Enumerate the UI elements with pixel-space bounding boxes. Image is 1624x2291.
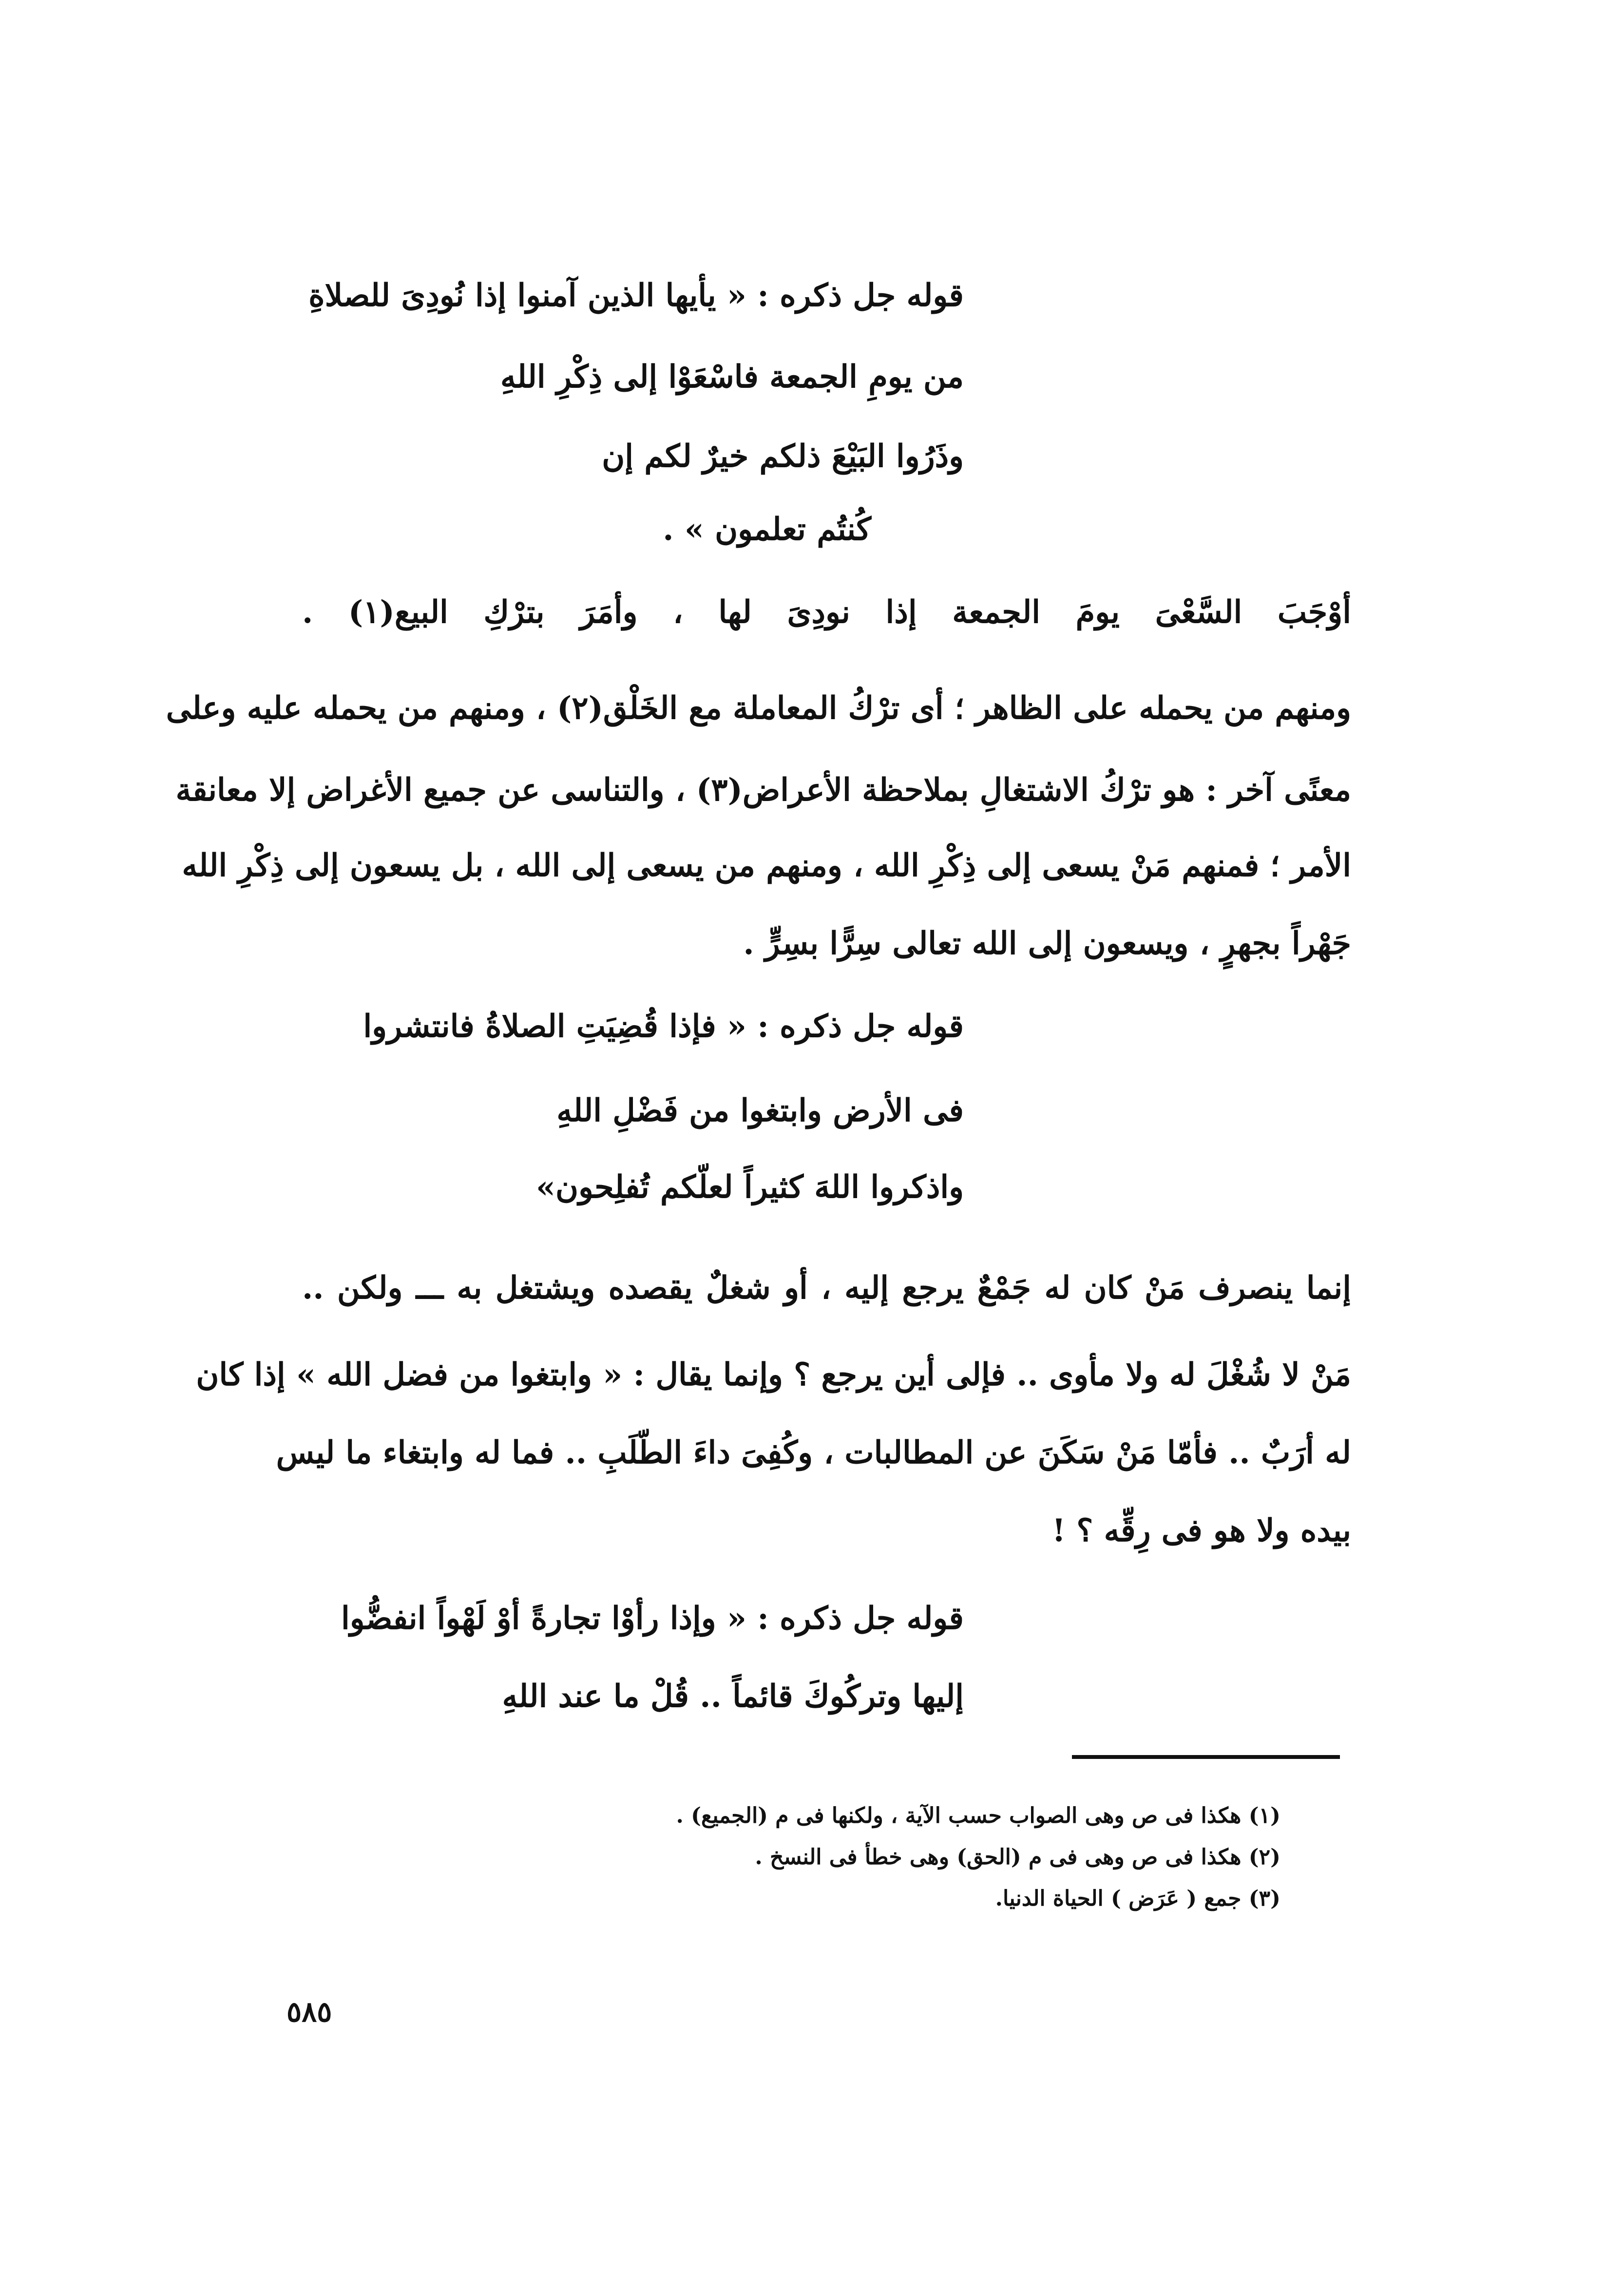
quote-line: كُنتُم تعلمون » . (663, 511, 871, 548)
body-line: أوْجَبَ السَّعْىَ يومَ الجمعة إذا نودِىَ لها ، وأمَرَ بترْكِ البيع(١) . (302, 594, 1352, 630)
footnote: (٢) هكذا فى ص وهى فى م (الحق) وهى خطأ فى النسخ . (755, 1845, 1280, 1870)
quote-line: فى الأرض وابتغوا من فَضْلِ اللهِ (556, 1092, 964, 1129)
quote-line: واذكروا اللهَ كثيراً لعلّكم تُفلِحون» (536, 1169, 964, 1205)
body-line: إنما ينصرف مَنْ كان له جَمْعٌ يرجع إليه ، أو شغلٌ يقصده ويشتغل به ـــ ولكن .. (302, 1270, 1351, 1306)
body-line: مَنْ لا شُغْلَ له ولا مأوى .. فإلى أين يرجع ؟ وإنما يقال : « وابتغوا من فضل الله » إذا كان (196, 1356, 1351, 1393)
body-line: بيده ولا هو فى رِقِّه ؟ ! (1052, 1512, 1351, 1549)
body-line: له أرَبٌ .. فأمّا مَنْ سَكَنَ عن المطالبات ، وكُفِىَ داءَ الطّلَبِ .. فما له وابتغاء ما ليس (276, 1434, 1351, 1471)
footnote: (١) هكذا فى ص وهى الصواب حسب الآية ، ولكنها فى م (الجميع) . (676, 1803, 1280, 1828)
body-line: معنًى آخر : هو ترْكُ الاشتغالِ بملاحظة الأعراض(٣) ، والتناسى عن جميع الأغراض إلا معانقة (175, 772, 1351, 808)
footnote: (٣) جمع ( عَرَض ) الحياة الدنيا. (995, 1886, 1280, 1911)
footnote-separator (1072, 1755, 1340, 1759)
quote-line: إليها وتركُوكَ قائماً .. قُلْ ما عند اللهِ (502, 1678, 964, 1715)
quote-line: من يومِ الجمعة فاسْعَوْا إلى ذِكْرِ اللهِ (500, 359, 964, 395)
body-line: ومنهم من يحمله على الظاهر ؛ أى ترْكُ المعاملة مع الخَلْق(٢) ، ومنهم من يحمله عليه وعلى (166, 690, 1351, 726)
quote-line: قوله جل ذكره : « وإذا رأوْا تجارةً أوْ لَهْواً انفضُّوا (341, 1600, 964, 1637)
quote-line: قوله جل ذكره : « يأيها الذين آمنوا إذا نُودِىَ للصلاةِ (308, 277, 964, 314)
quote-line: وذَرُوا البَيْعَ ذلكم خيرٌ لكم إن (602, 438, 964, 475)
quote-line: قوله جل ذكره : « فإذا قُضِيَتِ الصلاةُ فانتشروا (363, 1008, 964, 1045)
page-number: ٥٨٥ (287, 1995, 332, 2028)
body-line: جَهْراً بجهرٍ ، ويسعون إلى الله تعالى سِرًّا بسِرٍّ . (743, 925, 1351, 962)
body-line: الأمر ؛ فمنهم مَنْ يسعى إلى ذِكْرِ الله ، ومنهم من يسعى إلى الله ، بل يسعون إلى ذِكْرِ الله (182, 847, 1351, 884)
